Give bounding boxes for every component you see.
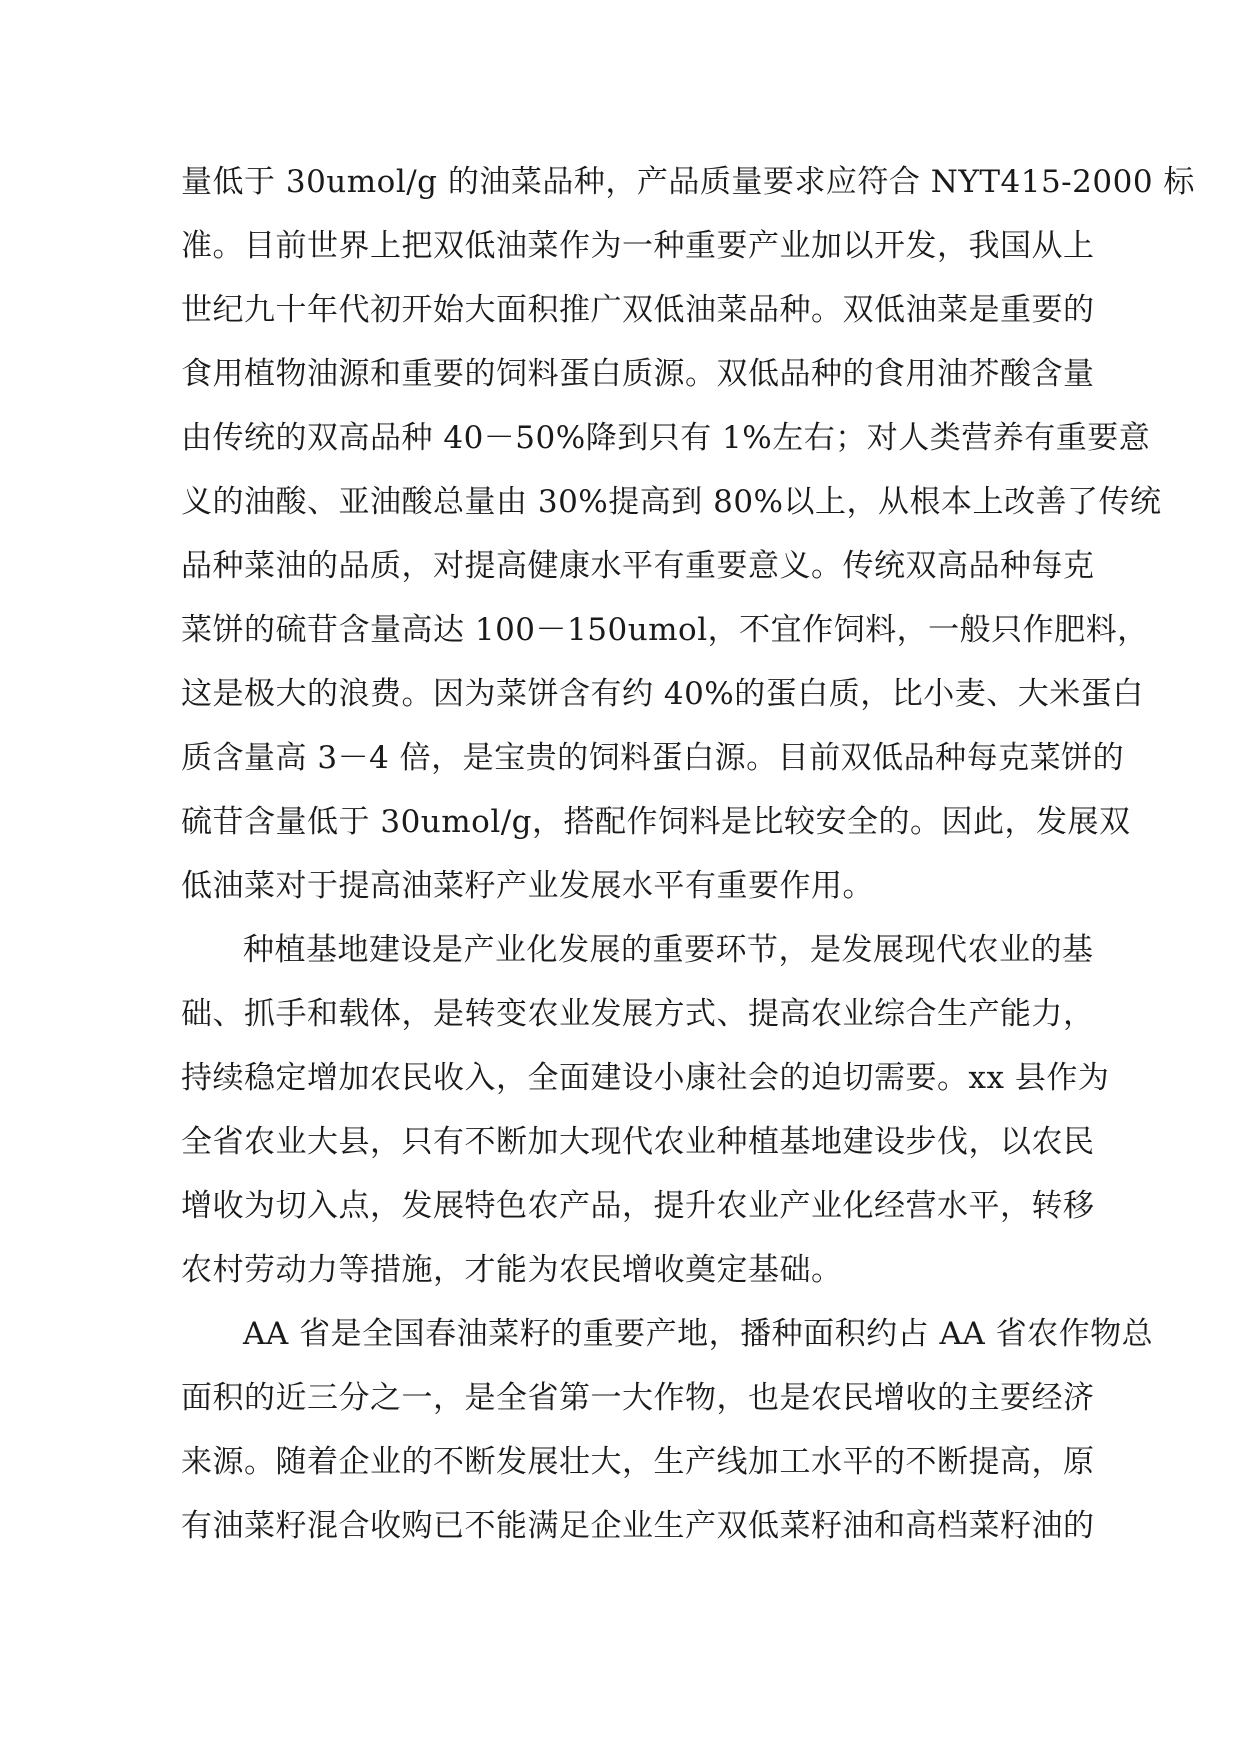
document-body [181, 150, 1195, 1558]
text-line: 义的油酸、亚油酸总量由 30%提高到 80%以上，从根本上改善了传统 [181, 484, 1162, 520]
text-line: 世纪九十年代初开始大面积推广双低油菜品种。双低油菜是重要的 [181, 292, 1095, 328]
text-line: 面积的近三分之一，是全省第一大作物，也是农民增收的主要经济 [181, 1380, 1095, 1416]
text-line: 由传统的双高品种 40－50%降到只有 1%左右；对人类营养有重要意 [181, 420, 1151, 456]
text-line: 础、抓手和载体，是转变农业发展方式、提高农业综合生产能力， [181, 996, 1095, 1032]
paragraph-1 [181, 150, 1195, 918]
text-line: 品种菜油的品质，对提高健康水平有重要意义。传统双高品种每克 [181, 548, 1095, 584]
paragraph-3 [181, 1302, 1154, 1558]
text-line: 质含量高 3－4 倍，是宝贵的饲料蛋白源。目前双低品种每克菜饼的 [181, 740, 1125, 776]
text-line: 硫苷含量低于 30umol/g，搭配作饲料是比较安全的。因此，发展双 [181, 804, 1131, 840]
paragraph-2 [181, 918, 1110, 1302]
text-line: 食用植物油源和重要的饲料蛋白质源。双低品种的食用油芥酸含量 [181, 356, 1095, 392]
text-line: 农村劳动力等措施，才能为农民增收奠定基础。 [181, 1252, 843, 1288]
text-line: 这是极大的浪费。因为菜饼含有约 40%的蛋白质，比小麦、大米蛋白 [181, 676, 1144, 712]
text-line: 种植基地建设是产业化发展的重要环节，是发展现代农业的基 [243, 932, 1094, 968]
text-line: 持续稳定增加农民收入，全面建设小康社会的迫切需要。xx 县作为 [181, 1060, 1110, 1096]
text-line: AA 省是全国春油菜籽的重要产地，播种面积约占 AA 省农作物总 [243, 1316, 1154, 1352]
text-line: 有油菜籽混合收购已不能满足企业生产双低菜籽油和高档菜籽油的 [181, 1508, 1095, 1544]
text-line: 全省农业大县，只有不断加大现代农业种植基地建设步伐，以农民 [181, 1124, 1095, 1160]
text-line: 来源。随着企业的不断发展壮大，生产线加工水平的不断提高，原 [181, 1444, 1095, 1480]
text-line: 低油菜对于提高油菜籽产业发展水平有重要作用。 [181, 868, 874, 904]
text-line: 增收为切入点，发展特色农产品，提升农业产业化经营水平，转移 [181, 1188, 1095, 1224]
text-line: 菜饼的硫苷含量高达 100－150umol，不宜作饲料，一般只作肥料， [181, 612, 1149, 648]
text-line: 准。目前世界上把双低油菜作为一种重要产业加以开发，我国从上 [181, 228, 1095, 264]
text-line: 量低于 30umol/g 的油菜品种，产品质量要求应符合 NYT415-2000 标 [181, 164, 1195, 200]
